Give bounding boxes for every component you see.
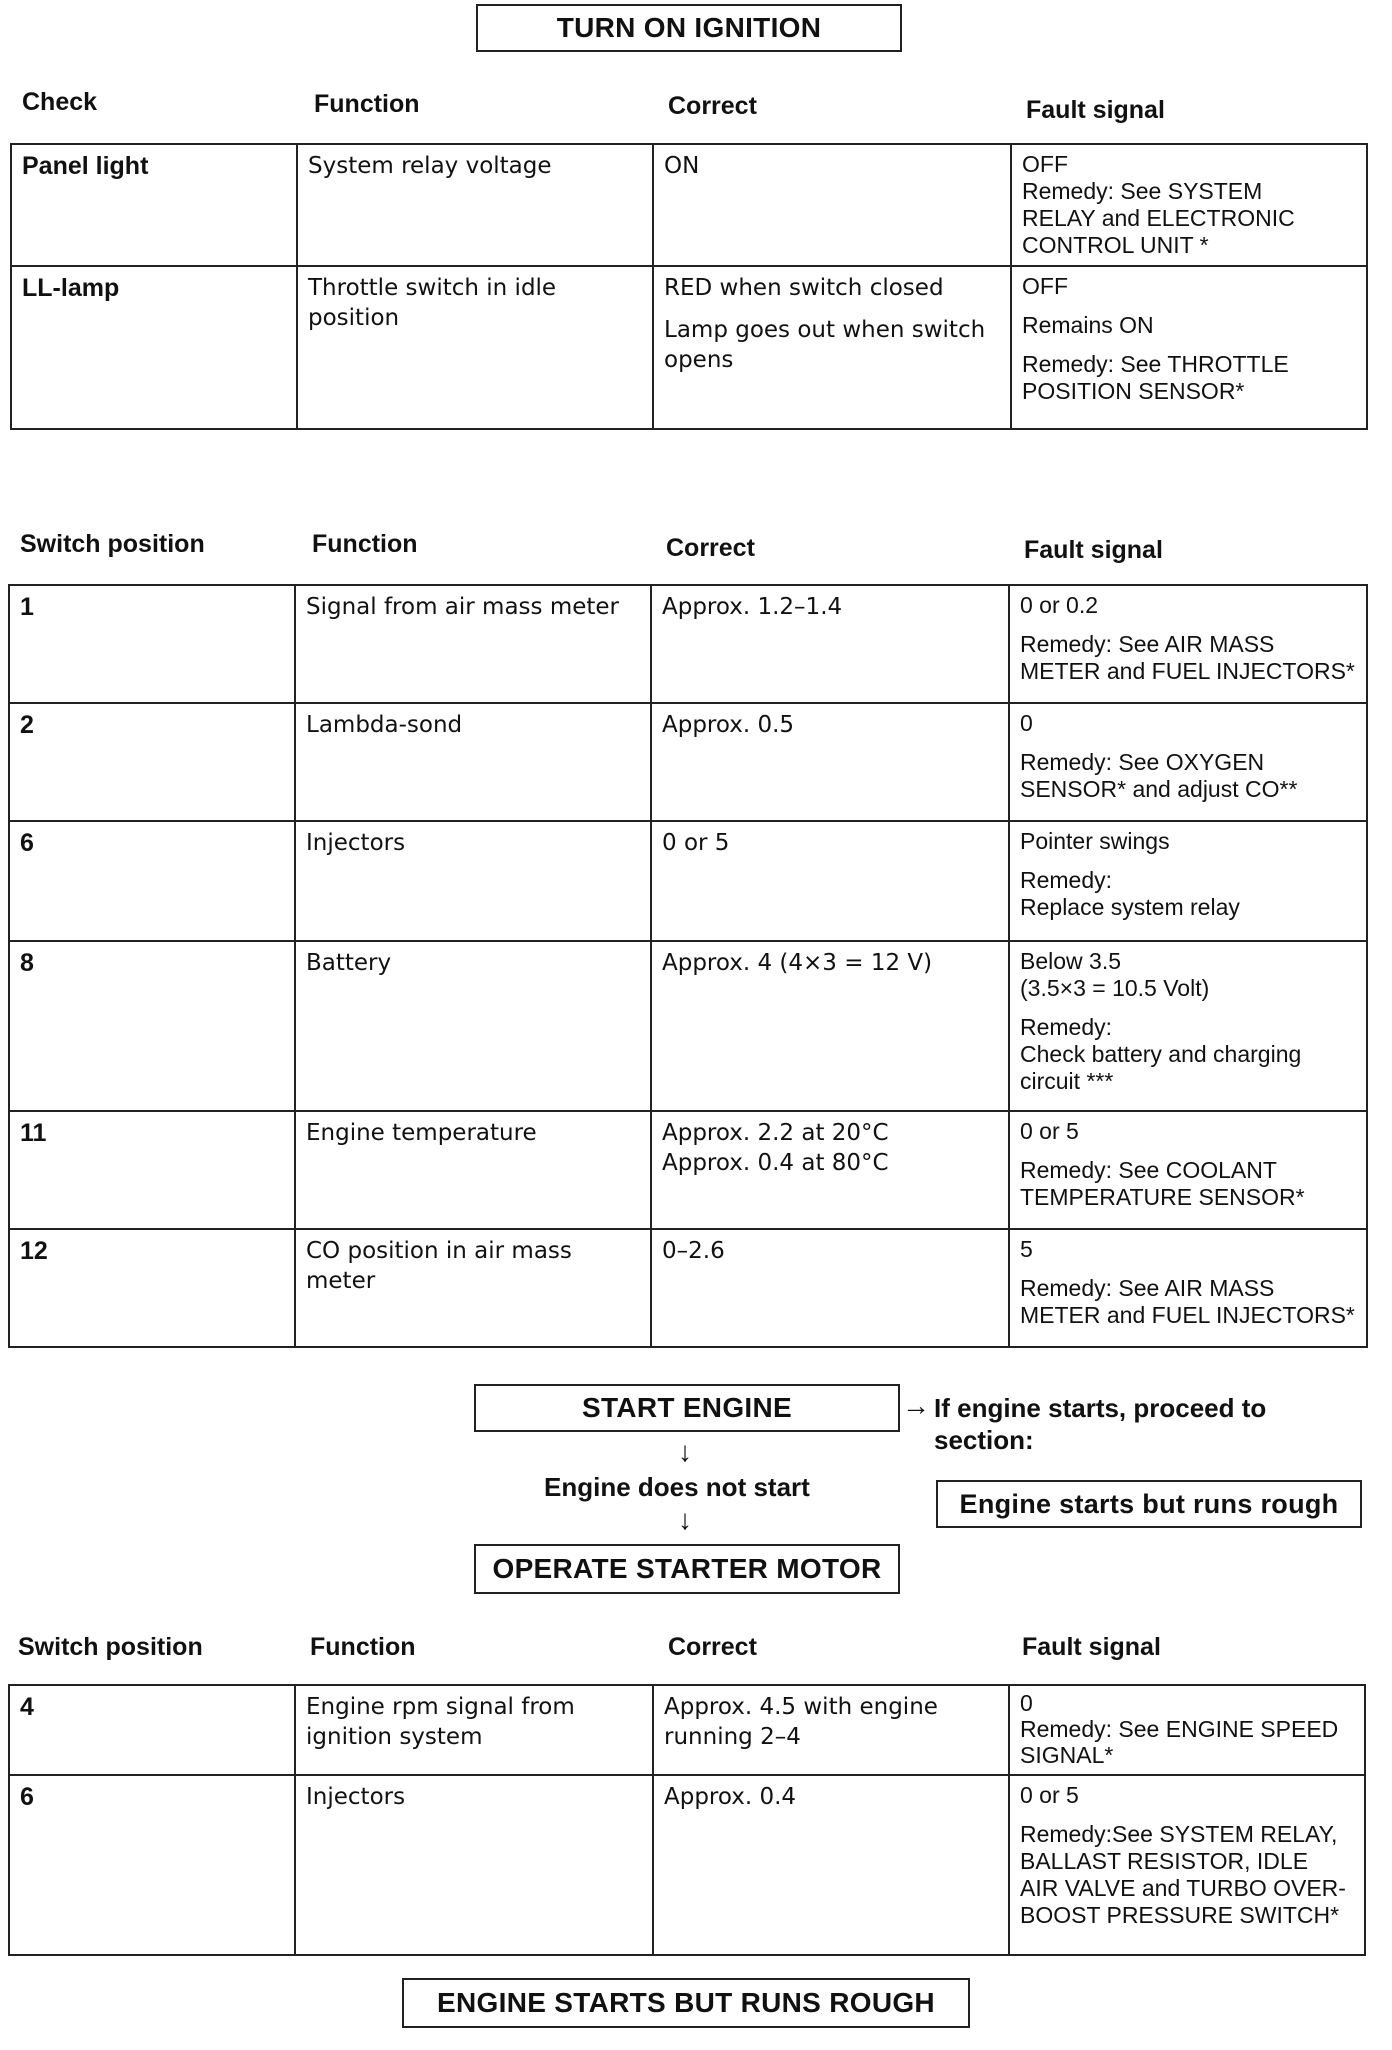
table-row xyxy=(9,1775,1365,1955)
position-cell: 1 xyxy=(9,585,295,703)
correct-cell xyxy=(651,821,1009,941)
t2-header-fault: Fault signal xyxy=(1024,536,1163,564)
fault-cell xyxy=(1009,1775,1365,1955)
correct-line: 0 or 5 xyxy=(662,830,730,856)
t3-header-position: Switch position xyxy=(18,1633,203,1661)
correct-line: RED when switch closed xyxy=(664,275,944,301)
fault-line: SIGNAL* xyxy=(1020,1742,1114,1768)
fault-line: Remedy: See SYSTEM xyxy=(1022,178,1263,204)
function-cell: Injectors xyxy=(295,821,651,941)
fault-line: 0 or 5 xyxy=(1020,1118,1079,1144)
t3-header-correct: Correct xyxy=(668,1633,757,1661)
table-row xyxy=(9,821,1367,941)
ignition-check-table xyxy=(10,143,1368,430)
switch-position-table xyxy=(8,584,1368,1348)
fault-line: 0 or 0.2 xyxy=(1020,592,1098,618)
correct-cell xyxy=(651,1229,1009,1347)
fault-line: SENSOR* and adjust CO** xyxy=(1020,776,1298,802)
fault-line: Below 3.5 xyxy=(1020,948,1122,974)
correct-line: Approx. 1.2–1.4 xyxy=(662,594,843,620)
correct-cell xyxy=(653,1775,1009,1955)
function-cell: Lambda-sond xyxy=(295,703,651,821)
fault-line: circuit *** xyxy=(1020,1068,1114,1094)
correct-line: Approx. 2.2 at 20°C xyxy=(662,1120,889,1146)
fault-line: METER and FUEL INJECTORS* xyxy=(1020,658,1355,684)
correct-cell xyxy=(651,703,1009,821)
fault-cell xyxy=(1009,1685,1365,1775)
correct-cell xyxy=(651,1111,1009,1229)
fault-line: Remedy: See OXYGEN xyxy=(1020,749,1265,775)
t2-header-correct: Correct xyxy=(666,534,755,562)
fault-line: METER and FUEL INJECTORS* xyxy=(1020,1302,1355,1328)
table-row xyxy=(9,585,1367,703)
fault-line: BOOST PRESSURE SWITCH* xyxy=(1020,1902,1340,1928)
fault-cell xyxy=(1009,1111,1367,1229)
correct-line: Approx. 0.5 xyxy=(662,712,795,738)
table-row xyxy=(9,1111,1367,1229)
function-cell: Injectors xyxy=(295,1775,653,1955)
t3-header-fault: Fault signal xyxy=(1022,1633,1161,1661)
position-cell: 12 xyxy=(9,1229,295,1347)
t1-header-check: Check xyxy=(22,88,98,116)
runs-rough-section-box: Engine starts but runs rough xyxy=(936,1480,1362,1528)
start-engine-box: START ENGINE xyxy=(474,1384,900,1432)
check-cell: LL-lamp xyxy=(11,266,297,429)
function-cell: System relay voltage xyxy=(297,144,653,266)
position-cell: 2 xyxy=(9,703,295,821)
down-arrow-icon: ↓ xyxy=(678,1436,692,1467)
check-cell: Panel light xyxy=(11,144,297,266)
fault-line: Remedy: See ENGINE SPEED xyxy=(1020,1716,1339,1742)
engine-does-not-start-label: Engine does not start xyxy=(544,1472,810,1502)
correct-line: Approx. 4.5 with engine running 2–4 xyxy=(664,1694,938,1750)
table-row xyxy=(9,941,1367,1111)
function-cell: Engine temperature xyxy=(295,1111,651,1229)
t1-header-function: Function xyxy=(314,90,420,118)
fault-cell xyxy=(1009,821,1367,941)
position-cell: 6 xyxy=(9,1775,295,1955)
fault-line: Remedy: See COOLANT xyxy=(1020,1157,1277,1183)
correct-cell xyxy=(653,266,1011,429)
position-cell: 4 xyxy=(9,1685,295,1775)
operate-starter-motor-box: OPERATE STARTER MOTOR xyxy=(474,1544,900,1594)
fault-line: AIR VALVE and TURBO OVER- xyxy=(1020,1875,1346,1901)
t2-header-position: Switch position xyxy=(20,530,205,558)
correct-line: Lamp goes out when switch opens xyxy=(664,317,986,373)
fault-cell xyxy=(1011,266,1367,429)
table-row xyxy=(9,1685,1365,1775)
fault-cell xyxy=(1009,585,1367,703)
fault-line: 0 xyxy=(1020,710,1033,736)
function-cell: CO position in air mass meter xyxy=(295,1229,651,1347)
fault-line: Remedy: See AIR MASS xyxy=(1020,1275,1275,1301)
turn-on-ignition-box: TURN ON IGNITION xyxy=(476,4,902,52)
position-cell: 8 xyxy=(9,941,295,1111)
fault-line: Remains ON xyxy=(1022,312,1154,338)
fault-cell xyxy=(1011,144,1367,266)
table-row xyxy=(9,1229,1367,1347)
correct-cell xyxy=(653,144,1011,266)
fault-line: Remedy: See THROTTLE xyxy=(1022,351,1289,377)
down-arrow-icon: ↓ xyxy=(678,1504,692,1535)
correct-line: Approx. 4 (4×3 = 12 V) xyxy=(662,950,933,976)
correct-cell xyxy=(651,941,1009,1111)
correct-line: Approx. 0.4 at 80°C xyxy=(662,1150,889,1176)
fault-cell xyxy=(1009,1229,1367,1347)
fault-line: (3.5×3 = 10.5 Volt) xyxy=(1020,975,1210,1001)
t3-header-function: Function xyxy=(310,1633,416,1661)
fault-line: 0 or 5 xyxy=(1020,1782,1079,1808)
t1-header-correct: Correct xyxy=(668,92,757,120)
position-cell: 6 xyxy=(9,821,295,941)
fault-line: Remedy:See SYSTEM RELAY, xyxy=(1020,1821,1338,1847)
fault-line: Remedy: xyxy=(1020,867,1113,893)
fault-line: Remedy: xyxy=(1020,1014,1113,1040)
fault-line: POSITION SENSOR* xyxy=(1022,378,1245,404)
correct-line: ON xyxy=(664,153,700,179)
t2-header-function: Function xyxy=(312,530,418,558)
table-row xyxy=(11,266,1367,429)
t1-header-fault: Fault signal xyxy=(1026,96,1165,124)
function-cell: Throttle switch in idle position xyxy=(297,266,653,429)
if-starts-note: If engine starts, proceed to section: xyxy=(934,1393,1267,1455)
table-row xyxy=(11,144,1367,266)
right-arrow-icon: → xyxy=(902,1390,930,1421)
fault-line: CONTROL UNIT * xyxy=(1022,232,1209,258)
fault-cell xyxy=(1009,941,1367,1111)
runs-rough-heading-box: ENGINE STARTS BUT RUNS ROUGH xyxy=(402,1978,970,2028)
fault-line: Check battery and charging xyxy=(1020,1041,1302,1067)
correct-line: Approx. 0.4 xyxy=(664,1784,797,1810)
fault-cell xyxy=(1009,703,1367,821)
fault-line: Replace system relay xyxy=(1020,894,1240,920)
fault-line: Remedy: See AIR MASS xyxy=(1020,631,1275,657)
fault-line: OFF xyxy=(1022,151,1068,177)
fault-line: BALLAST RESISTOR, IDLE xyxy=(1020,1848,1309,1874)
fault-line: RELAY and ELECTRONIC xyxy=(1022,205,1295,231)
function-cell: Battery xyxy=(295,941,651,1111)
correct-cell xyxy=(653,1685,1009,1775)
fault-line: TEMPERATURE SENSOR* xyxy=(1020,1184,1305,1210)
position-cell: 11 xyxy=(9,1111,295,1229)
function-cell: Engine rpm signal from ignition system xyxy=(295,1685,653,1775)
function-cell: Signal from air mass meter xyxy=(295,585,651,703)
fault-line: 0 xyxy=(1020,1690,1033,1716)
starter-motor-table xyxy=(8,1684,1366,1956)
fault-line: Pointer swings xyxy=(1020,828,1170,854)
fault-line: 5 xyxy=(1020,1236,1033,1262)
correct-line: 0–2.6 xyxy=(662,1238,725,1264)
table-row xyxy=(9,703,1367,821)
fault-line: OFF xyxy=(1022,273,1068,299)
correct-cell xyxy=(651,585,1009,703)
